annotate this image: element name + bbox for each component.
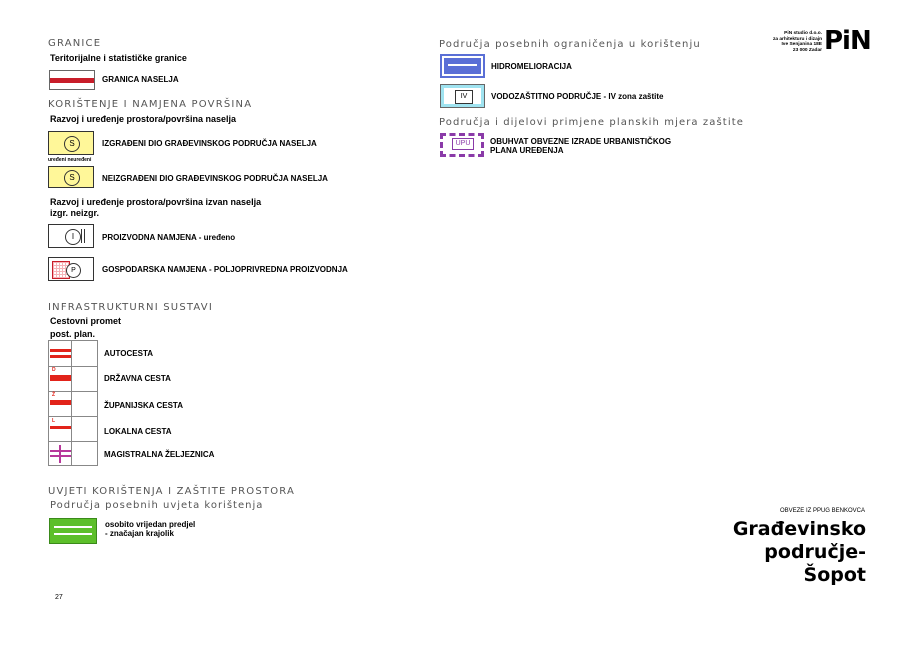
legend-label-landscape-2: - značajan krajolik: [105, 529, 174, 538]
heading-line-2: područje-: [764, 541, 866, 563]
subtitle-special-conditions: Područja posebnih uvjeta korištenja: [50, 500, 264, 511]
upu-symbol: [440, 133, 484, 157]
local-road-mark: L: [52, 418, 56, 424]
unbuilt-area-letter: S: [64, 170, 80, 186]
state-road-mark: D: [52, 367, 56, 373]
county-road-symbol: [50, 400, 71, 405]
built-area-letter: S: [64, 136, 80, 152]
subtitle-built-unbuilt: izgr. neizgr.: [50, 208, 100, 218]
studio-name: PiN studio d.o.o.: [784, 31, 822, 36]
legend-label-built-area: IZGRAĐENI DIO GRAĐEVINSKOG PODRUČJA NASELJA: [102, 139, 317, 148]
section-title-protection: UVJETI KORIŠTENJA I ZAŠTITE PROSTORA: [48, 486, 296, 497]
legend-label-landscape-1: osobito vrijedan predjel: [105, 520, 196, 529]
built-area-note: uređeni neuređeni: [48, 157, 92, 163]
legend-label-agricultural: GOSPODARSKA NAMJENA - POLJOPRIVREDNA PROIZVODNJA: [102, 265, 348, 274]
motorway-symbol: [50, 349, 71, 359]
legend-label-local-road: LOKALNA CESTA: [104, 427, 172, 436]
page-heading: [733, 518, 866, 587]
legend-label-county-road: ŽUPANIJSKA CESTA: [104, 401, 183, 410]
page-number: 27: [55, 594, 63, 601]
industrial-zone-symbol: [48, 224, 94, 248]
legend-label-industrial: PROIZVODNA NAMJENA - uređeno: [102, 233, 236, 242]
subtitle-settlement-development: Razvoj i uređenje prostora/površina naselja: [50, 114, 237, 124]
section-title-granice: GRANICE: [48, 38, 102, 49]
subtitle-existing-planned: post. plan.: [50, 329, 95, 339]
state-road-symbol: [50, 375, 71, 381]
subtitle-road-traffic: Cestovni promet: [50, 316, 122, 326]
water-protection-zone-text: IV: [455, 90, 473, 104]
studio-city: 23 000 Zadar: [792, 47, 822, 53]
section-title-restrictions: Područja posebnih ograničenja u korištenju: [439, 39, 701, 50]
hydromelioration-symbol: [440, 54, 485, 78]
county-road-mark: Ž: [52, 392, 56, 398]
settlement-border-symbol: [49, 70, 95, 90]
landscape-symbol: [49, 518, 97, 544]
legend-label-railway: MAGISTRALNA ŽELJEZNICA: [104, 450, 215, 459]
heading-line-3: Šopot: [803, 564, 866, 586]
local-road-symbol: [50, 426, 71, 429]
studio-desc: za arhitekturu i dizajn: [772, 36, 822, 42]
upu-text: UPU: [452, 138, 474, 150]
legend-label-water-protection: VODOZAŠTITNO PODRUČJE - IV zona zaštite: [491, 92, 664, 101]
section-title-planning-measures: Područja i dijelovi primjene planskih mjera zaštite: [439, 117, 744, 128]
legend-label-upu-2: PLANA UREĐENJA: [490, 146, 564, 155]
legend-label-settlement-border: GRANICA NASELJA: [102, 75, 179, 84]
legend-label-motorway: AUTOCESTA: [104, 349, 154, 358]
water-protection-symbol: [440, 84, 485, 108]
subtitle-outside-settlement: Razvoj i uređenje prostora/površina izvan naselja: [50, 197, 262, 207]
heading-line-1: Građevinsko: [732, 518, 866, 540]
road-legend-table: [48, 340, 98, 466]
section-title-infrastructure: INFRASTRUKTURNI SUSTAVI: [48, 302, 213, 313]
legend-label-hydromelioration: HIDROMELIORACIJA: [491, 62, 572, 71]
legend-label-state-road: DRŽAVNA CESTA: [104, 374, 171, 383]
legend-label-unbuilt-area: NEIZGRAĐENI DIO GRAĐEVINSKOG PODRUČJA NASELJA: [102, 174, 328, 183]
studio-logo: PiN: [824, 26, 871, 56]
industrial-zone-letter: I: [65, 229, 81, 245]
unbuilt-area-symbol: [48, 166, 94, 188]
studio-address: [760, 31, 822, 53]
agricultural-zone-letter: P: [66, 263, 81, 278]
section-title-land-use: KORIŠTENJE I NAMJENA POVRŠINA: [48, 99, 253, 110]
subtitle-territorial-borders: Teritorijalne i statističke granice: [50, 53, 187, 63]
agricultural-zone-symbol: [48, 257, 94, 281]
built-area-symbol: [48, 131, 94, 155]
legend-label-upu-1: OBUHVAT OBVEZNE IZRADE URBANISTIČKOG: [490, 137, 672, 146]
heading-kicker: OBVEZE IZ PPUG BENKOVCA: [779, 508, 865, 514]
railway-symbol: [50, 445, 71, 463]
studio-street: Ive Senjanina 18E: [781, 42, 822, 47]
